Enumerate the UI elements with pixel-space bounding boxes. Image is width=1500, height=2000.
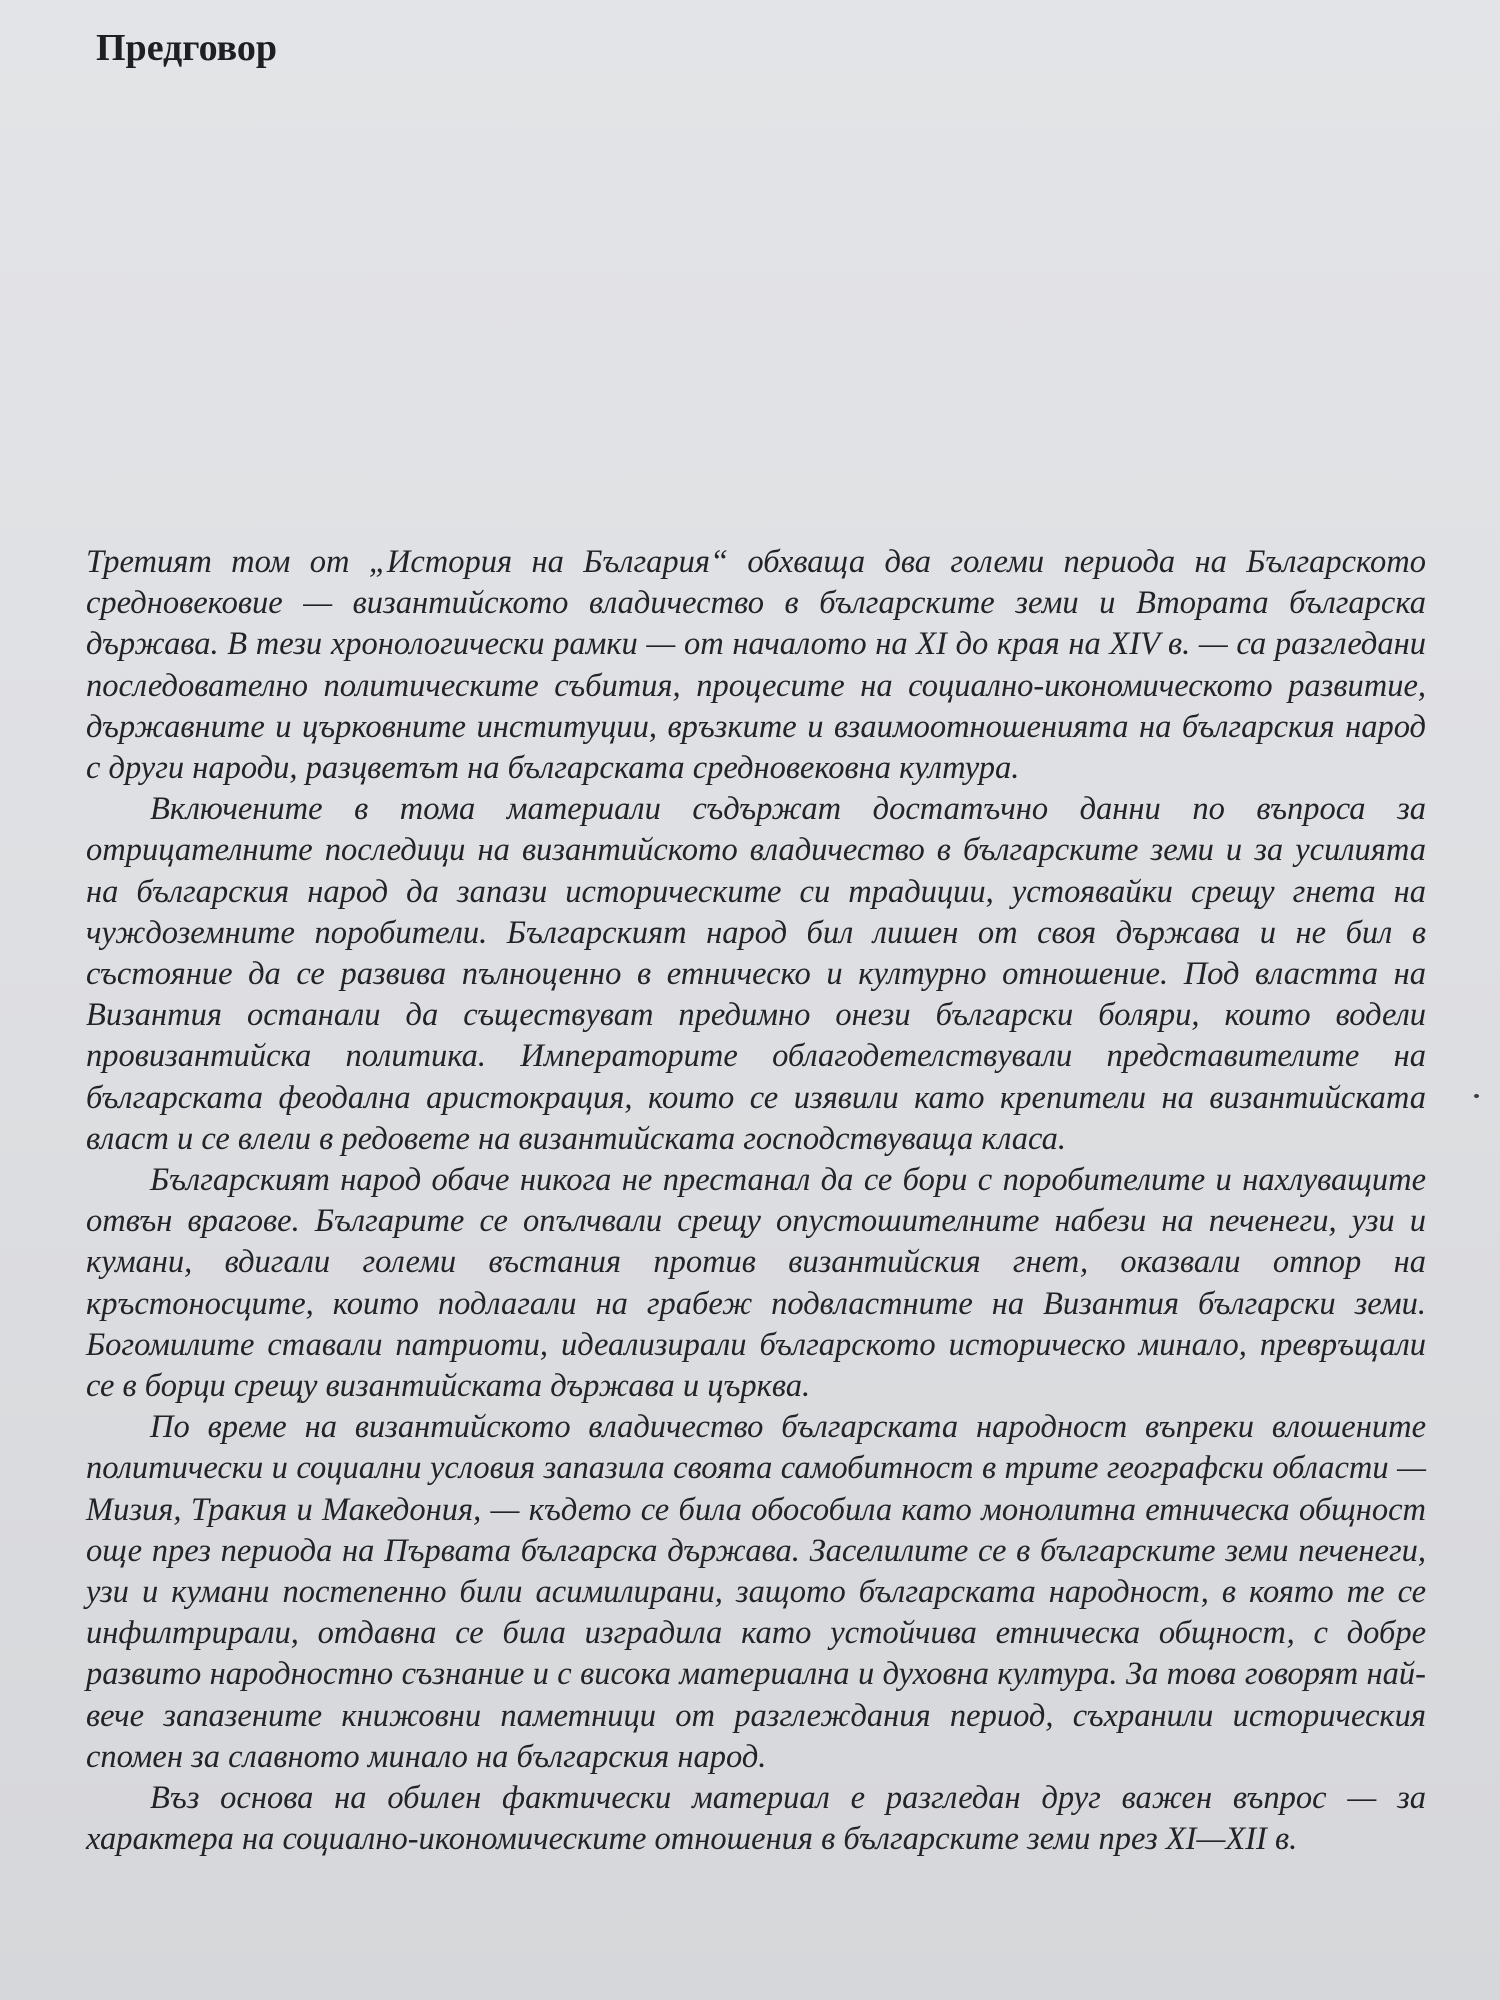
paragraph-1: Третият том от „История на България“ обхваща два големи периода на Българското средновековие — византийското владичество в българските земи и Втората българска държава. В тези хронологически рамки — от началото на XI до края на XIV в. — са разгледани последователно политическите събития, процесите на социално-икономическото развитие, държавните и църковните институции, връзките и взаимоотношенията на българския народ с други народи, разцветът на българската средновековна култура. — [86, 544, 1426, 787]
ink-speck — [1474, 1094, 1479, 1098]
paragraph-5: Въз основа на обилен фактически материал е разгледан друг важен въпрос — за характера на социално-икономическите отношения в българските земи през XI—XII в. — [86, 1780, 1426, 1858]
paragraph-2: Включените в тома материали съдържат достатъчно данни по въпроса за отрицателните последици на византийското владичество в българските земи и за усилията на българския народ да запази историческите си традиции, устоявайки срещу гнета на чуждоземните поробители. Българският народ бил лишен от своя държава и не бил в състояние да се развива пълноценно в етническо и културно отношение. Под властта на Византия останали да съществуват предимно онези български боляри, които водели провизантийска политика. Императорите облагодетелствували представителите на българската феодална аристокрация, които се изявили като крепители на византийската власт и се влели в редовете на византийската господствуваща класа. — [86, 791, 1426, 1157]
page-heading: Предговор — [96, 27, 278, 69]
paragraph-3: Българският народ обаче никога не престанал да се бори с поробителите и нахлуващите отвън врагове. Българите се опълчвали срещу опустошителните набези на печенеги, узи и кумани, вдигали големи въстания против византийския гнет, оказвали отпор на кръстоносците, които подлагали на грабеж подвластните на Византия български земи. Богомилите ставали патриоти, идеализирали българското историческо минало, превръщали се в борци срещу византийската държава и църква. — [86, 1162, 1426, 1405]
body-text — [86, 542, 1426, 1861]
paragraph-4: По време на византийското владичество българската народност въпреки влошените политически и социални условия запазила своята самобитност в трите географски области — Мизия, Тракия и Македония, — където се била обособила като монолитна етническа общност още през периода на Първата българска държава. Заселилите се в българските земи печенеги, узи и кумани постепенно били асимилирани, защото българската народност, в която те се инфилтрирали, отдавна се била изградила като устойчива етническа общност, с добре развито народностно съзнание и с висока материална и духовна култура. За това говорят най-вече запазените книжовни паметници от разглеждания период, съхранили историческия спомен за славното минало на българския народ. — [86, 1409, 1426, 1775]
